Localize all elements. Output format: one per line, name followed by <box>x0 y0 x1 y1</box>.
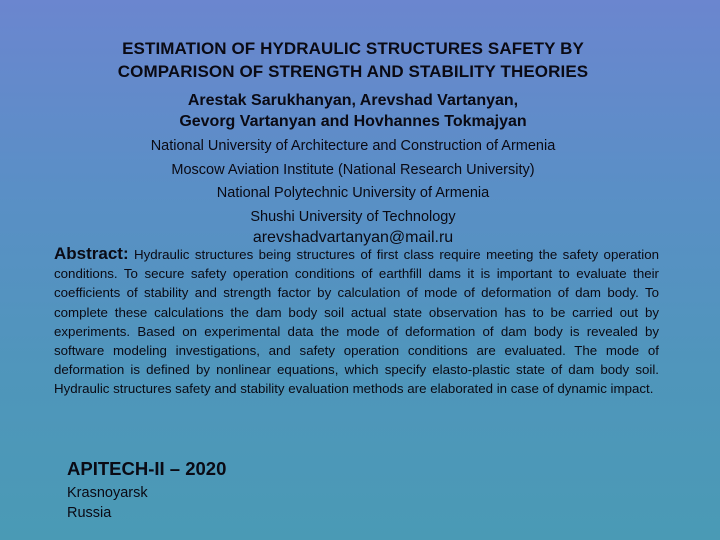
affiliation-item: Shushi University of Technology <box>250 208 456 225</box>
location-country: Russia <box>67 505 112 521</box>
title-line-1: ESTIMATION OF HYDRAULIC STRUCTURES SAFETY BY <box>122 39 584 58</box>
paper-title <box>0 37 706 83</box>
authors-line-2: Gevorg Vartanyan and Hovhannes Tokmajyan <box>179 113 527 130</box>
title-line-2: COMPARISON OF STRENGTH AND STABILITY THEORIES <box>117 62 589 81</box>
abstract-block <box>54 244 659 399</box>
contact-email: arevshadvartanyan@mail.ru <box>252 229 454 246</box>
location-city: Krasnoyarsk <box>67 485 148 501</box>
conference-location <box>67 483 148 523</box>
conference-name: APITECH-II – 2020 <box>67 458 227 479</box>
abstract-label: Abstract: <box>54 244 129 263</box>
abstract-text: Hydraulic structures being structures of first class require meeting the safety operation conditions. To secure safety operation conditions of earthfill dams it is important to evaluate their coefficients of stability and strength factor by calculation of mode of deformation of dam body. To complete these calculations the dam body soil actual state observation has to be carried out by experiments. Based on experimental data the mode of deformation of dam body is revealed by software modeling investigations, and safety operation conditions are evaluated. The mode of deformation is defined by nonlinear equations, which specify elasto-plastic state of dam body soil. Hydraulic structures safety and stability evaluation methods are elaborated in case of dynamic impact. <box>54 247 660 397</box>
affiliation-item: National Polytechnic University of Armenia <box>216 185 490 201</box>
affiliation-item: National University of Architecture and Construction of Armenia <box>150 138 556 154</box>
affiliation-item: Moscow Aviation Institute (National Research University) <box>171 161 535 178</box>
author-list <box>0 90 706 132</box>
affiliation-list <box>0 135 706 229</box>
authors-line-1: Arestak Sarukhanyan, Arevshad Vartanyan, <box>187 92 519 109</box>
